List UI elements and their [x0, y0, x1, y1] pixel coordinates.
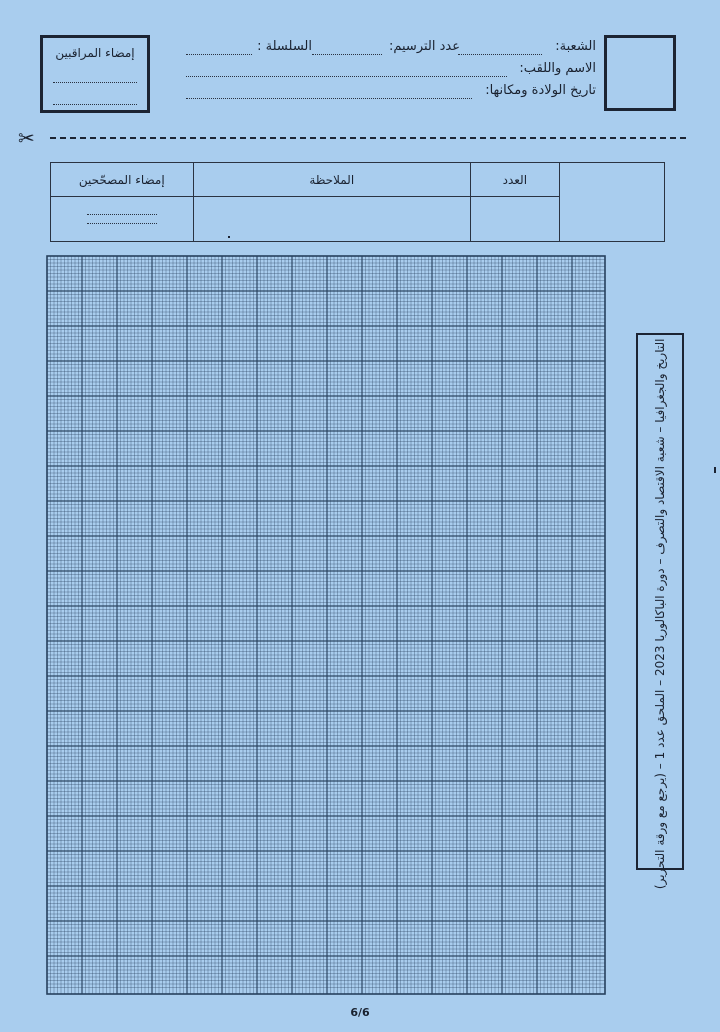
- signature-line: [53, 104, 137, 105]
- correctors-signature-cell[interactable]: [51, 197, 194, 242]
- registration-number-label: عدد الترسيم:: [388, 39, 460, 54]
- branch-dots[interactable]: [458, 53, 542, 55]
- name-dots[interactable]: [186, 75, 507, 77]
- edge-mark: [714, 467, 716, 473]
- birth-label: تاريخ الولادة ومكانها:: [485, 83, 596, 98]
- score-header: العدد: [471, 163, 560, 197]
- graph-paper-minor-grid: [47, 256, 605, 994]
- supervisors-signature-box: [40, 35, 150, 113]
- score-box[interactable]: [559, 163, 664, 242]
- grades-table: [50, 162, 665, 242]
- remark-header: الملاحظة: [193, 163, 471, 197]
- registration-number-dots[interactable]: [312, 53, 382, 55]
- cut-line: [50, 137, 686, 139]
- side-label: التاريخ والجغرافيا – شعبة الاقتصاد والتصرف – دورة الباكالوريا 2023 – الملحق عدد 1 – (يرجع مع ورقة التحرير): [653, 338, 667, 889]
- page-number: 6/6: [350, 1006, 370, 1019]
- scissors-icon: ✂: [18, 126, 35, 150]
- score-cell[interactable]: [471, 197, 560, 242]
- graph-paper-major-grid: [47, 256, 605, 994]
- correctors-signature-header: إمضاء المصحّحين: [51, 163, 194, 197]
- remark-cell[interactable]: [193, 197, 471, 242]
- stray-mark: [228, 236, 230, 238]
- branch-label: الشعبة:: [555, 39, 596, 54]
- graph-paper[interactable]: [46, 255, 608, 997]
- supervisors-signature-label: إمضاء المراقبين: [55, 46, 135, 60]
- signature-line: [87, 214, 157, 215]
- signature-line: [53, 82, 137, 83]
- signature-line: [87, 223, 157, 224]
- side-label-box: [636, 333, 684, 889]
- series-dots[interactable]: [186, 53, 252, 55]
- photo-box: [604, 35, 676, 111]
- graph-paper-border: [47, 256, 605, 994]
- series-label: السلسلة :: [257, 39, 312, 54]
- name-label: الاسم واللقب:: [519, 61, 596, 76]
- birth-dots[interactable]: [186, 97, 472, 99]
